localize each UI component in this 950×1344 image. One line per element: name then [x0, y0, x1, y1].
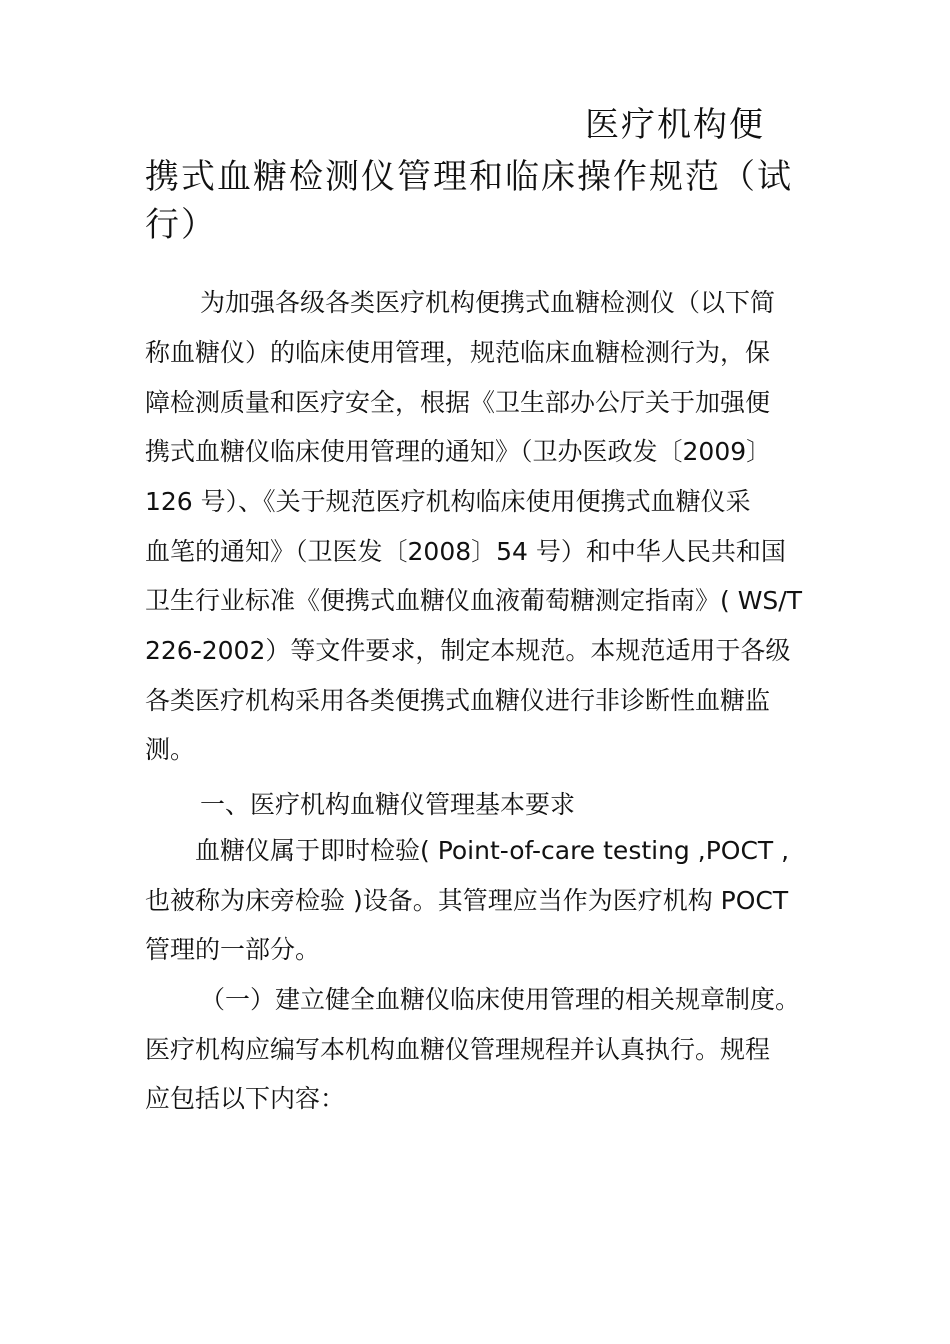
section1-line: 管理的一部分。	[145, 935, 321, 964]
document-title-line-1: 医疗机构便	[585, 105, 765, 145]
section1-line: 也被称为床旁检验 )设备。其管理应当作为医疗机构 POCT	[145, 886, 789, 915]
section-heading: 一、医疗机构血糖仪管理基本要求	[200, 790, 576, 819]
intro-line: 测。	[145, 735, 196, 764]
intro-line: 为加强各级各类医疗机构便携式血糖检测仪（以下简	[200, 288, 776, 317]
section1-line: 血糖仪属于即时检验( Point-of-care testing ,POCT ,	[195, 836, 790, 865]
intro-line: 126 号）、《关于规范医疗机构临床使用便携式血糖仪采	[145, 487, 751, 516]
intro-line: 卫生行业标准《便携式血糖仪血液葡萄糖测定指南》( WS/T	[145, 586, 802, 615]
document-title-line-3: 行）	[145, 205, 217, 245]
intro-line: 称血糖仪）的临床使用管理，规范临床血糖检测行为，保	[145, 338, 771, 367]
intro-line: 携式血糖仪临床使用管理的通知》（卫办医政发〔2009〕	[145, 437, 772, 466]
document-title-line-2: 携式血糖检测仪管理和临床操作规范（试	[145, 157, 793, 197]
intro-line: 226-2002）等文件要求，制定本规范。本规范适用于各级	[145, 636, 791, 665]
intro-line: 各类医疗机构采用各类便携式血糖仪进行非诊断性血糖监	[145, 686, 771, 715]
subsection1-line: （一）建立健全血糖仪临床使用管理的相关规章制度。	[200, 985, 801, 1014]
subsection1-line: 应包括以下内容：	[145, 1084, 346, 1113]
intro-line: 血笔的通知》（卫医发〔2008〕54 号）和中华人民共和国	[145, 537, 786, 566]
intro-line: 障检测质量和医疗安全，根据《卫生部办公厅关于加强便	[145, 388, 771, 417]
subsection1-line: 医疗机构应编写本机构血糖仪管理规程并认真执行。规程	[145, 1035, 771, 1064]
